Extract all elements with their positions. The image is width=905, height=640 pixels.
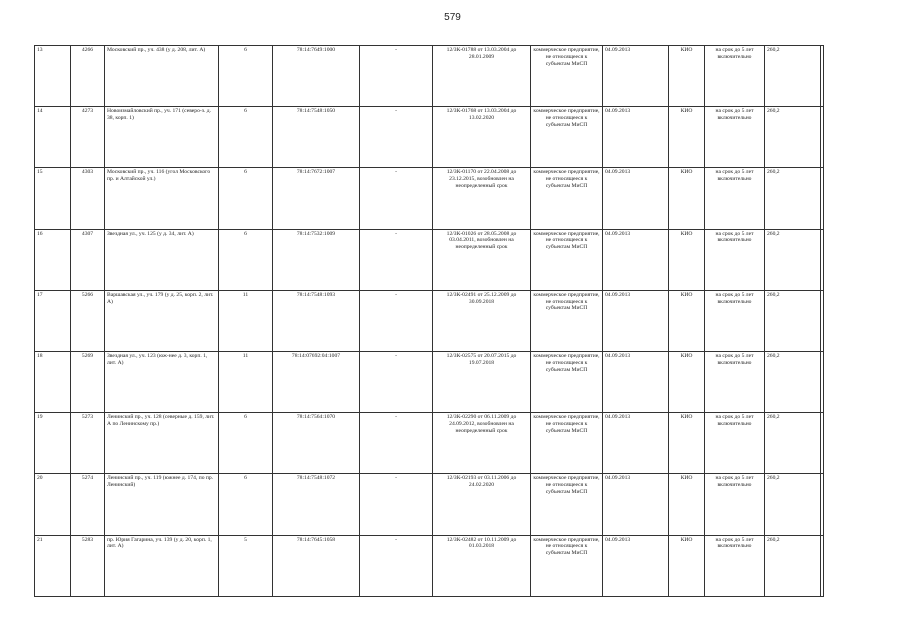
term-cell: на срок до 5 лет включительно [705,535,765,596]
term-cell: на срок до 5 лет включительно [705,474,765,535]
empty-cell [821,290,824,351]
table-row [35,46,824,107]
organization-cell: КИО [669,229,705,290]
cadastral-number-cell: 78:14:7548:1072 [273,474,360,535]
table-row [35,229,824,290]
address-cell: Московский пр., уч. 116 (угол Московского пр. и Алтайской ул.) [105,168,219,229]
cadastral-number-cell: 78:14:7672:1007 [273,168,360,229]
places-cell: 6 [219,168,273,229]
row-number-cell: 18 [35,351,71,412]
subject-type-cell: коммерческое предприятие, не относящееся к субъектам МиСП [531,229,603,290]
term-cell: на срок до 5 лет включительно [705,107,765,168]
object-id-cell: 4266 [71,46,105,107]
parcels-table [34,45,824,597]
term-cell: на срок до 5 лет включительно [705,46,765,107]
date-cell: 04.09.2013 [603,474,669,535]
row-number-cell: 20 [35,474,71,535]
area-cell: 260,2 [765,351,821,412]
empty-cell [821,474,824,535]
address-cell: Варшавская ул., уч. 179 (у д. 25, корп. 2, лит. А) [105,290,219,351]
table-row [35,474,824,535]
empty-cell [821,229,824,290]
subject-type-cell: коммерческое предприятие, не относящееся к субъектам МиСП [531,290,603,351]
area-cell: 260,2 [765,474,821,535]
contract-cell: 12/ЗК-02482 от 10.11.2009 до 01.03.2018 [433,535,531,596]
places-cell: 6 [219,46,273,107]
date-cell: 04.09.2013 [603,535,669,596]
term-cell: на срок до 5 лет включительно [705,229,765,290]
object-id-cell: 4303 [71,168,105,229]
cadastral-number-cell: 78:14:7649:1000 [273,46,360,107]
term-cell: на срок до 5 лет включительно [705,290,765,351]
dash-cell: - [360,413,433,474]
contract-cell: 12/ЗК-01768 от 13.03.2004 до 13.02.2020 [433,107,531,168]
organization-cell: КИО [669,290,705,351]
object-id-cell: 5274 [71,474,105,535]
table-row [35,413,824,474]
term-cell: на срок до 5 лет включительно [705,351,765,412]
empty-cell [821,168,824,229]
area-cell: 260,2 [765,535,821,596]
subject-type-cell: коммерческое предприятие, не относящееся к субъектам МиСП [531,474,603,535]
date-cell: 04.09.2013 [603,107,669,168]
date-cell: 04.09.2013 [603,46,669,107]
area-cell: 260,2 [765,46,821,107]
object-id-cell: 5266 [71,290,105,351]
area-cell: 260,2 [765,107,821,168]
places-cell: 6 [219,413,273,474]
empty-cell [821,351,824,412]
table-row [35,290,824,351]
object-id-cell: 4273 [71,107,105,168]
row-number-cell: 17 [35,290,71,351]
table-row [35,168,824,229]
row-number-cell: 14 [35,107,71,168]
row-number-cell: 13 [35,46,71,107]
empty-cell [821,46,824,107]
row-number-cell: 16 [35,229,71,290]
date-cell: 04.09.2013 [603,229,669,290]
table-row [35,107,824,168]
cadastral-number-cell: 78:14:7548:1093 [273,290,360,351]
date-cell: 04.09.2013 [603,413,669,474]
address-cell: Новоизмайловский пр., уч. 171 (северо-з. д. 38, корп. 1) [105,107,219,168]
subject-type-cell: коммерческое предприятие, не относящееся к субъектам МиСП [531,351,603,412]
table-body [35,46,824,597]
area-cell: 260,2 [765,168,821,229]
subject-type-cell: коммерческое предприятие, не относящееся к субъектам МиСП [531,46,603,107]
organization-cell: КИО [669,107,705,168]
cadastral-number-cell: 78:14:7645:1058 [273,535,360,596]
dash-cell: - [360,46,433,107]
area-cell: 260,2 [765,290,821,351]
table-row [35,535,824,596]
address-cell: Ленинский пр., уч. 128 (северные д. 159, лит. А по Ленинскому пр.) [105,413,219,474]
address-cell: пр. Юрия Гагарина, уч. 139 (у д. 20, корп. 1, лит. А) [105,535,219,596]
date-cell: 04.09.2013 [603,351,669,412]
dash-cell: - [360,107,433,168]
address-cell: Звездная ул., уч. 125 (у д. 34, лит. А) [105,229,219,290]
empty-cell [821,535,824,596]
date-cell: 04.09.2013 [603,290,669,351]
row-number-cell: 15 [35,168,71,229]
contract-cell: 12/ЗК-01788 от 13.03.2004 до 28.01.2009 [433,46,531,107]
subject-type-cell: коммерческое предприятие, не относящееся к субъектам МиСП [531,413,603,474]
object-id-cell: 5283 [71,535,105,596]
places-cell: 11 [219,290,273,351]
address-cell: Звездная ул., уч. 123 (юж-нее д. 3, корп. 1, лит. А) [105,351,219,412]
object-id-cell: 5269 [71,351,105,412]
page-number: 579 [444,12,461,23]
organization-cell: КИО [669,351,705,412]
table-row [35,351,824,412]
date-cell: 04.09.2013 [603,168,669,229]
object-id-cell: 5273 [71,413,105,474]
address-cell: Московский пр., уч. 438 (у д. 208, лит. А) [105,46,219,107]
term-cell: на срок до 5 лет включительно [705,413,765,474]
organization-cell: КИО [669,535,705,596]
row-number-cell: 21 [35,535,71,596]
dash-cell: - [360,290,433,351]
empty-cell [821,413,824,474]
organization-cell: КИО [669,413,705,474]
contract-cell: 12/ЗК-01170 от 22.04.2008 до 23.12.2015, возобновлен на неопределенный срок [433,168,531,229]
dash-cell: - [360,229,433,290]
dash-cell: - [360,351,433,412]
row-number-cell: 19 [35,413,71,474]
organization-cell: КИО [669,168,705,229]
area-cell: 260,2 [765,413,821,474]
term-cell: на срок до 5 лет включительно [705,168,765,229]
places-cell: 6 [219,107,273,168]
contract-cell: 12/ЗК-02575 от 20.07.2015 до 19.07.2018 [433,351,531,412]
empty-cell [821,107,824,168]
object-id-cell: 4307 [71,229,105,290]
cadastral-number-cell: 78:14:7548:1050 [273,107,360,168]
places-cell: 6 [219,229,273,290]
places-cell: 6 [219,474,273,535]
dash-cell: - [360,474,433,535]
subject-type-cell: коммерческое предприятие, не относящееся к субъектам МиСП [531,535,603,596]
area-cell: 260,2 [765,229,821,290]
cadastral-number-cell: 78:14:7532:1009 [273,229,360,290]
contract-cell: 12/ЗК-01026 от 28.05.2008 до 03.04.2011, возобновлен на неопределенный срок [433,229,531,290]
cadastral-number-cell: 78:14:7564:1070 [273,413,360,474]
contract-cell: 12/ЗК-02290 от 06.11.2009 до 24.09.2012, возобновлен на неопределенный срок [433,413,531,474]
dash-cell: - [360,535,433,596]
cadastral-number-cell: 78:14:07692:04:1007 [273,351,360,412]
contract-cell: 12/ЗК-02193 от 03.11.2006 до 24.02.2020 [433,474,531,535]
places-cell: 11 [219,351,273,412]
places-cell: 5 [219,535,273,596]
dash-cell: - [360,168,433,229]
organization-cell: КИО [669,474,705,535]
subject-type-cell: коммерческое предприятие, не относящееся к субъектам МиСП [531,107,603,168]
contract-cell: 12/ЗК-02491 от 25.12.2009 до 30.09.2018 [433,290,531,351]
subject-type-cell: коммерческое предприятие, не относящееся к субъектам МиСП [531,168,603,229]
address-cell: Ленинский пр., уч. 119 (южнее д. 174, по пр. Ленинский) [105,474,219,535]
organization-cell: КИО [669,46,705,107]
